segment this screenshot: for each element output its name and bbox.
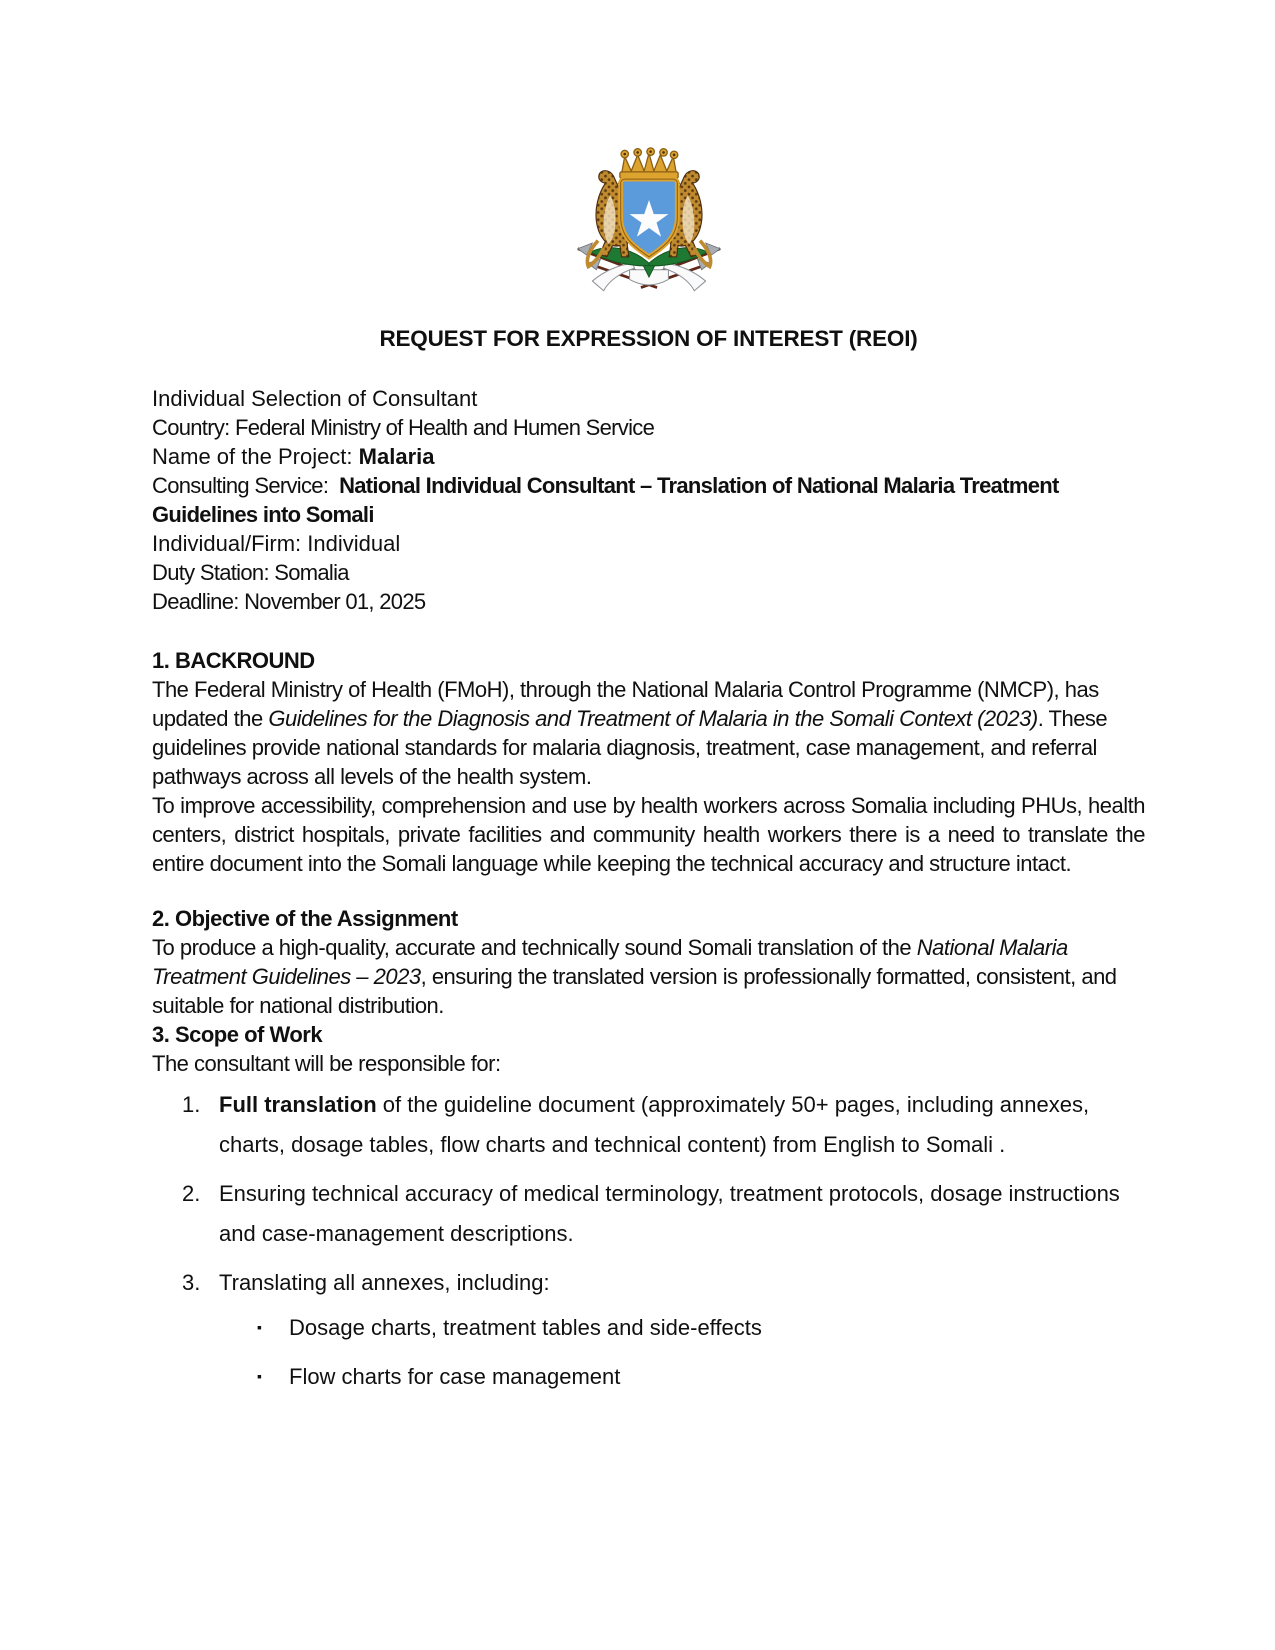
scope-intro: The consultant will be responsible for: <box>152 1051 501 1076</box>
shield <box>620 179 677 257</box>
header-info-block <box>152 384 1145 616</box>
list-item <box>152 1085 1145 1165</box>
info-line-project: Name of the Project: Malaria <box>152 444 435 469</box>
square-bullet-icon: ▪ <box>257 1368 262 1384</box>
bullet-item-text: Dosage charts, treatment tables and side-effects <box>289 1315 762 1340</box>
bullet-item-text: Flow charts for case management <box>289 1364 621 1389</box>
section-objective <box>152 904 1145 1020</box>
somalia-coat-of-arms-icon <box>560 140 738 304</box>
section-scope-heading: 3. Scope of Work <box>152 1022 323 1047</box>
crown <box>619 148 677 178</box>
list-item-number: 2. <box>182 1181 201 1206</box>
section-objective-heading: 2. Objective of the Assignment <box>152 906 458 931</box>
list-item-number: 3. <box>182 1270 201 1295</box>
list-item-text: Translating all annexes, including: <box>219 1270 550 1295</box>
annex-bullet-list <box>152 1313 1145 1391</box>
info-line-country: Country: Federal Ministry of Health and Humen Service <box>152 415 655 440</box>
list-item-text: Ensuring technical accuracy of medical terminology, treatment protocols, dosage instructions and case-management descriptions. <box>219 1181 1126 1246</box>
list-item-number: 1. <box>182 1092 201 1117</box>
info-line-selection: Individual Selection of Consultant <box>152 386 478 411</box>
bullet-item <box>152 1362 1145 1391</box>
list-item <box>152 1174 1145 1254</box>
coat-of-arms-graphic <box>560 140 738 304</box>
background-paragraph-1: The Federal Ministry of Health (FMoH), through the National Malaria Control Programme (NMCP), has updated the Guidelines for the Diagnosis and Treatment of Malaria in the Somali Context (2023). These guidelines provide national standards for malaria diagnosis, treatment, case management, and referral pathways across all levels of the health system. <box>152 677 1113 789</box>
document-title: REQUEST FOR EXPRESSION OF INTEREST (REOI) <box>379 326 918 351</box>
background-paragraph-2: To improve accessibility, comprehension and use by health workers across Somalia including PHUs, health centers, district hospitals, private facilities and community health workers there is a need to translate the entire document into the Somali language while keeping the technical accuracy and structure intact. <box>152 793 1151 876</box>
list-item <box>152 1263 1145 1303</box>
list-item-text: Full translation of the guideline document (approximately 50+ pages, including annexes, charts, dosage tables, flow charts and technical content) from English to Somali . <box>219 1092 1096 1157</box>
info-line-deadline: Deadline: November 01, 2025 <box>152 589 426 614</box>
scope-numbered-list <box>152 1085 1145 1303</box>
info-line-individual-firm: Individual/Firm: Individual <box>152 531 401 556</box>
section-scope-of-work <box>152 1020 1145 1391</box>
bullet-item <box>152 1313 1145 1342</box>
section-background <box>152 646 1151 878</box>
info-line-duty-station: Duty Station: Somalia <box>152 560 349 585</box>
info-line-consulting-service: Consulting Service: National Individual Consultant – Translation of National Malaria Treatment Guidelines into Somali <box>152 473 1065 527</box>
square-bullet-icon: ▪ <box>257 1319 262 1335</box>
objective-paragraph-1: To produce a high-quality, accurate and technically sound Somali translation of the National Malaria Treatment Guidelines – 2023, ensuring the translated version is professionally formatted, consistent, and suitable for national distribution. <box>152 935 1123 1018</box>
section-background-heading: 1. BACKROUND <box>152 648 315 673</box>
